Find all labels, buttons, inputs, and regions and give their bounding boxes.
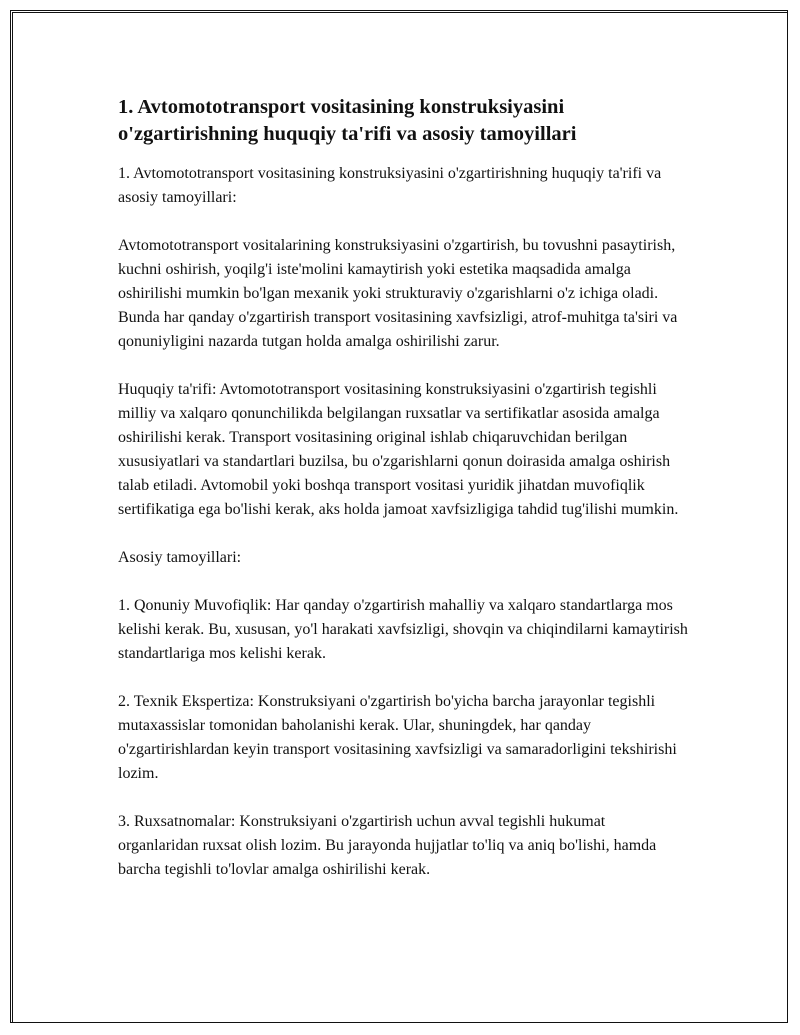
document-body: [118, 94, 688, 906]
paragraph-intro: 1. Avtomototransport vositasining konstruksiyasini o'zgartirishning huquqiy ta'rifi va asosiy tamoyillari:: [118, 165, 662, 206]
paragraph-principle-2: 2. Texnik Ekspertiza: Konstruksiyani o'zgartirish bo'yicha barcha jarayonlar tegishli mutaxassislar tomonidan baholanishi kerak. Ular, shuningdek, har qanday o'zgartirishlardan keyin transport vositasining xavfsizligi va samaradorligini tekshirishi lozim.: [118, 693, 677, 782]
document-title: 1. Avtomototransport vositasining konstruksiyasini o'zgartirishning huquqiy ta'rifi va asosiy tamoyillari: [118, 96, 577, 145]
paragraph-definition: Avtomototransport vositalarining konstruksiyasini o'zgartirish, bu tovushni pasaytirish, kuchni oshirish, yoqilg'i iste'molini kamaytirish yoki estetika maqsadida amalga oshirilishi mumkin bo'lgan mexanik yoki strukturaviy o'zgarishlarni o'z ichiga oladi. Bunda har qanday o'zgartirish transport vositasining xavfsizligi, atrof-muhitga ta'siri va qonuniyligini nazarda tutgan holda amalga oshirilishi zarur.: [118, 237, 678, 350]
paragraph-principles-heading: Asosiy tamoyillari:: [118, 549, 242, 566]
paragraph-principle-3: 3. Ruxsatnomalar: Konstruksiyani o'zgartirish uchun avval tegishli hukumat organlaridan ruxsat olish lozim. Bu jarayonda hujjatlar to'liq va aniq bo'lishi, hamda barcha tegishli to'lovlar amalga oshirilishi kerak.: [118, 813, 657, 878]
paragraph-legal-definition: Huquqiy ta'rifi: Avtomototransport vositasining konstruksiyasini o'zgartirish tegishli milliy va xalqaro qonunchilikda belgilangan ruxsatlar va sertifikatlar asosida amalga oshirilishi kerak. Transport vositasining original ishlab chiqaruvchidan berilgan xususiyatlari va standartlari buzilsa, bu o'zgarishlarni qonun doirasida amalga oshirish talab etiladi. Avtomobil yoki boshqa transport vositasi yuridik jihatdan muvofiqlik sertifikatiga ega bo'lishi kerak, aks holda jamoat xavfsizligiga tahdid tug'ilishi mumkin.: [118, 381, 679, 518]
paragraph-principle-1: 1. Qonuniy Muvofiqlik: Har qanday o'zgartirish mahalliy va xalqaro standartlarga mos kelishi kerak. Bu, xususan, yo'l harakati xavfsizligi, shovqin va chiqindilarni kamaytirish standartlariga mos kelishi kerak.: [118, 597, 688, 662]
